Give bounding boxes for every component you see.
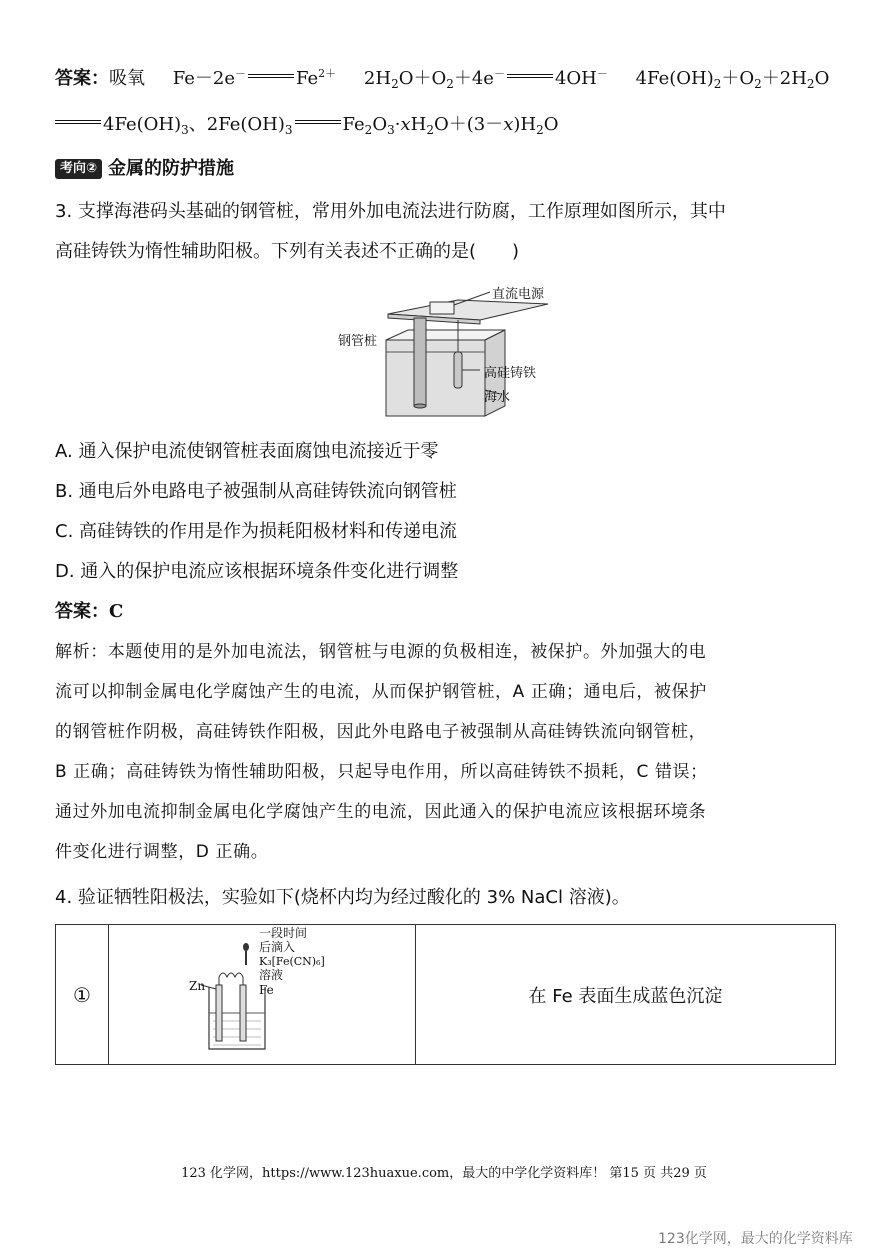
eq1-left: Fe－2e bbox=[172, 68, 235, 89]
fig-label-zn: Zn bbox=[189, 979, 206, 993]
answer-label: 答案： bbox=[55, 68, 109, 89]
page-footer: 123 化学网，https://www.123huaxue.com，最大的中学化学资料库！ 第15 页 共29 页 bbox=[181, 1166, 707, 1181]
q3-explanation-line: 通过外加电流抑制金属电化学腐蚀产生的电流，因此通入的保护电流应该根据环境条 bbox=[55, 802, 707, 822]
q3-option-c: C. 高硅铸铁的作用是作为损耗阳极材料和传递电流 bbox=[55, 521, 458, 542]
q3-explanation-line: B 正确；高硅铸铁为惰性辅助阳极，只起导电作用，所以高硅铸铁不损耗，C 错误； bbox=[55, 762, 708, 782]
figure-cell bbox=[109, 925, 416, 1065]
q3-answer-label: 答案： bbox=[55, 601, 109, 622]
eq2-mid: O＋O bbox=[398, 68, 447, 89]
zn-electrode bbox=[216, 985, 222, 1041]
steel-pile-base bbox=[414, 404, 426, 408]
eq4-right-e: O＋(3－ bbox=[433, 114, 504, 135]
answer-word: 吸氧 bbox=[109, 68, 145, 89]
steel-pile bbox=[414, 318, 426, 406]
section-title: 金属的防护措施 bbox=[108, 158, 235, 179]
eq3-arrow bbox=[55, 120, 101, 124]
result-cell: 在 Fe 表面生成蓝色沉淀 bbox=[416, 925, 836, 1065]
eq4-right-f: )H bbox=[513, 114, 537, 135]
answer-line-2: $4Fe(OH)_3$、$2Fe(OH)_3$ $Fe_2O_3\cdot xH_2O+(3-x)H_2O$ bbox=[55, 113, 558, 142]
power-box bbox=[430, 302, 454, 314]
eq4-left: 2Fe(OH) bbox=[206, 114, 285, 135]
q3-explanation bbox=[55, 632, 708, 872]
fig-note-1: 一段时间 bbox=[259, 926, 308, 940]
q3-answer-value: C bbox=[109, 601, 124, 622]
dropper-bulb bbox=[243, 943, 249, 951]
eq3-mid: ＋O bbox=[721, 68, 755, 89]
row-number: ① bbox=[56, 925, 109, 1065]
eq2-left: 2H bbox=[363, 68, 392, 89]
fig-label-fe: Fe bbox=[259, 983, 274, 997]
eq3-o: O bbox=[814, 68, 830, 89]
wire-coil bbox=[219, 973, 243, 977]
q3-explanation-line: 流可以抑制金属电化学腐蚀产生的电流，从而保护钢管桩，A 正确；通电后，被保护 bbox=[55, 682, 707, 702]
q3-option-b: B. 通电后外电路电子被强制从高硅铸铁流向钢管桩 bbox=[55, 481, 457, 502]
eq1-arrow bbox=[248, 74, 294, 78]
fig-label-power: 直流电源 bbox=[492, 287, 545, 302]
answer-line-1: 答案：吸氧 Fe－2e－ $Fe^{2+}$ $2H_2O+O_2+4e^-$ 4OH－ $4Fe(OH)_2+O_2+2H_2O$ bbox=[55, 67, 830, 91]
fig-note-2: 后滴入 bbox=[259, 940, 296, 954]
eq4-right-d: H bbox=[410, 114, 427, 135]
eq3-right: 4Fe(OH) bbox=[103, 114, 182, 135]
eq2-right: 4OH bbox=[554, 68, 597, 89]
eq1-right: Fe bbox=[296, 68, 319, 89]
eq3-tail: ＋2H bbox=[761, 68, 807, 89]
eq4-x1: x bbox=[400, 114, 411, 135]
eq3-sep: 、 bbox=[188, 114, 207, 135]
fig-label-pile: 钢管桩 bbox=[338, 334, 378, 349]
q3-option-d: D. 通入的保护电流应该根据环境条件变化进行调整 bbox=[55, 561, 459, 582]
q4-intro: 4. 验证牺牲阳极法，实验如下(烧杯内均为经过酸化的 3% NaCl 溶液)。 bbox=[55, 887, 630, 908]
q3-stem-line-2: 高硅铸铁为惰性辅助阳极。下列有关表述不正确的是( ) bbox=[55, 241, 520, 262]
q3-stem-line-1: 3. 支撑海港码头基础的钢管桩，常用外加电流法进行防腐，工作原理如图所示，其中 bbox=[55, 201, 726, 222]
eq3-left: 4Fe(OH) bbox=[635, 68, 714, 89]
eq2-tail: ＋4e bbox=[453, 68, 494, 89]
tank-front bbox=[386, 340, 485, 416]
fe-electrode bbox=[240, 985, 246, 1041]
fig-note-4: 溶液 bbox=[259, 968, 284, 982]
fig-label-anode: 高硅铸铁 bbox=[484, 366, 537, 381]
q3-option-a: A. 通入保护电流使钢管桩表面腐蚀电流接近于零 bbox=[55, 441, 439, 462]
eq2-arrow bbox=[507, 74, 553, 78]
eq4-right-a: Fe bbox=[342, 114, 365, 135]
section-tag: 考向② bbox=[55, 159, 102, 179]
q3-answer bbox=[55, 600, 123, 624]
anode-rod bbox=[454, 352, 462, 388]
section-heading bbox=[55, 157, 234, 181]
eq4-x2: x bbox=[503, 114, 514, 135]
watermark: 123化学网，最大的化学资料库 bbox=[658, 1231, 853, 1247]
q3-explanation-line: 件变化进行调整，D 正确。 bbox=[55, 842, 269, 862]
q3-explanation-line: 解析：本题使用的是外加电流法，钢管桩与电源的负极相连，被保护。外加强大的电 bbox=[55, 642, 707, 662]
eq4-right-g: O bbox=[543, 114, 559, 135]
fig-note-3: K₃[Fe(CN)₆] bbox=[259, 955, 325, 968]
table-row bbox=[56, 925, 836, 1065]
eq4-arrow bbox=[295, 120, 341, 124]
fig-label-seawater: 海水 bbox=[484, 390, 511, 405]
eq4-right-b: O bbox=[372, 114, 388, 135]
eq4-right-c: · bbox=[394, 114, 401, 135]
q4-experiment-table bbox=[55, 924, 836, 1065]
q3-explanation-line: 的钢管桩作阴极，高硅铸铁作阳极，因此外电路电子被强制从高硅铸铁流向钢管桩， bbox=[55, 722, 707, 742]
